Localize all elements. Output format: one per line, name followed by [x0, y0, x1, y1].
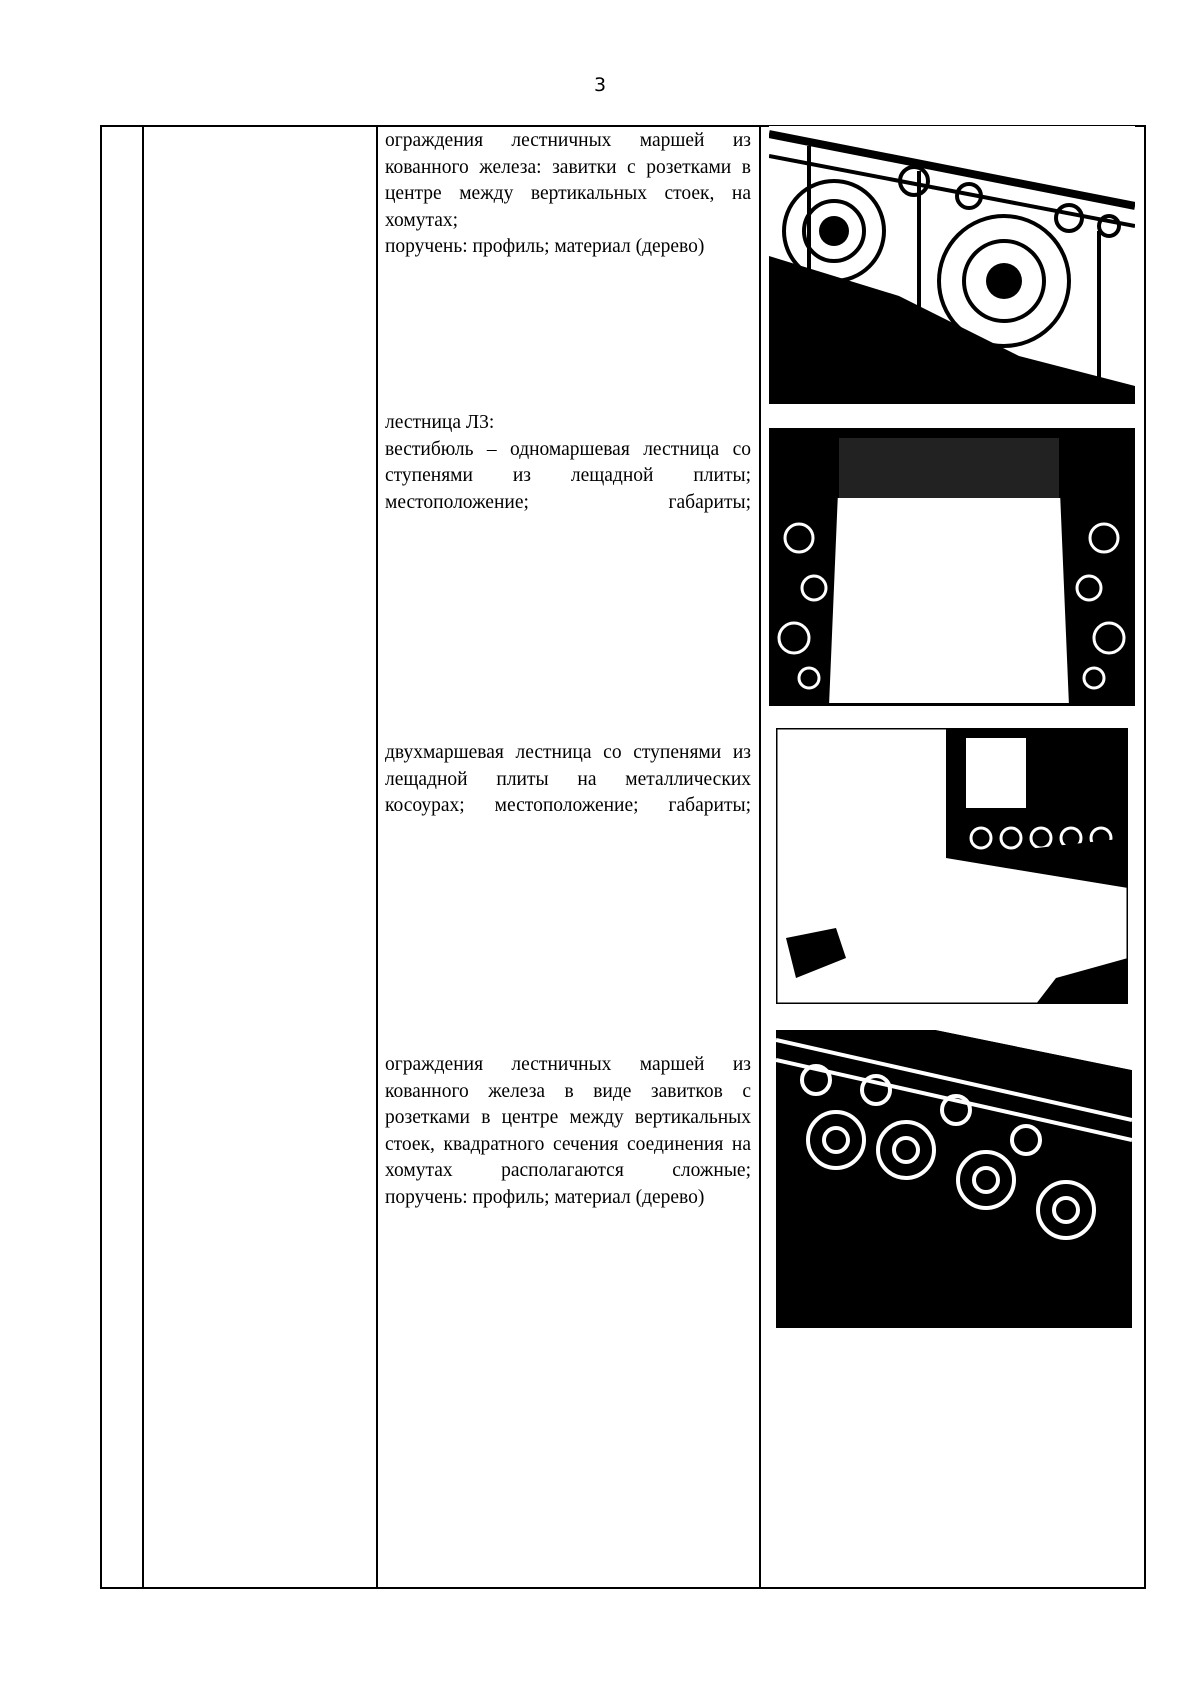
entry-3-line-1: двухмаршевая лестница со ступенями из лещадной плиты на металлических косоурах; местоположение; габариты;: [385, 742, 751, 816]
scrollwork-railing-photo: [776, 1030, 1132, 1328]
entry-4-line-2: поручень: профиль; материал (дерево): [385, 1186, 705, 1208]
wrought-iron-railing-photo: [769, 126, 1135, 404]
entry-1-line-2: поручень: профиль; материал (дерево): [385, 236, 705, 257]
entry-1-text: [385, 128, 751, 261]
column-divider: [142, 127, 144, 1587]
page-number: 3: [593, 74, 607, 96]
entry-2-line-1: лестница Л3:: [385, 412, 495, 433]
column-divider: [759, 127, 761, 1587]
entry-2-line-2: вестибюль – одномаршевая лестница со ступенями из лещадной плиты; местоположение; габариты;: [385, 438, 751, 513]
column-divider: [376, 127, 378, 1587]
entry-1-line-1: ограждения лестничных маршей из кованного железа: завитки с розетками в центре между вертикальных стоек, на хомутах;: [385, 130, 751, 231]
entry-4-text: [385, 1052, 751, 1211]
entry-2-text: [385, 410, 751, 516]
single-flight-staircase-photo: [769, 428, 1135, 706]
entry-4-line-1: ограждения лестничных маршей из кованного железа в виде завитков с розетками в центре между вертикальных стоек, квадратного сечения соединения на хомутах располагаются сложные;: [385, 1054, 751, 1181]
two-flight-staircase-photo: [776, 728, 1128, 1004]
entry-3-text: [385, 740, 751, 820]
